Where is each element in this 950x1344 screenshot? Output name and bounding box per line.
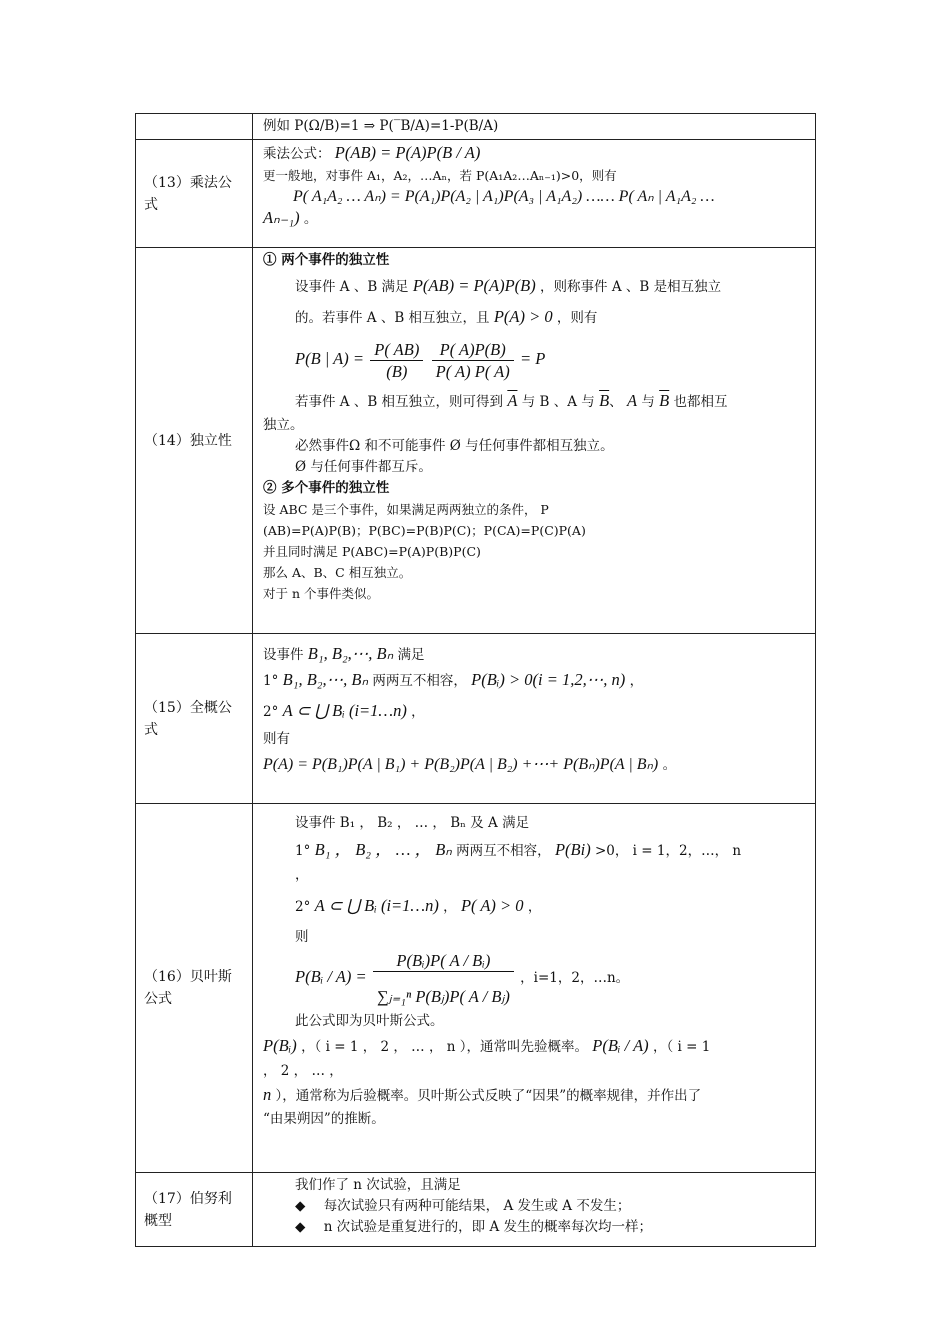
bayes-frac-tail: ，i=1，2，…n。 [520, 970, 630, 986]
row-16 [136, 804, 816, 1173]
bayes-l8b: ），通常称为后验概率。贝叶斯公式反映了“因果”的概率规律，并作出了 [275, 1088, 702, 1104]
row-13-content [253, 140, 816, 248]
bayes-l2b: 两两互不相容， [456, 843, 551, 859]
row-15-label: （15）全概公式 [136, 634, 253, 804]
indep-frac-2 [432, 339, 514, 382]
indep-l1b: ，则称事件 A 、B 是相互独立 [540, 279, 722, 295]
total-l4: 则有 [263, 731, 290, 747]
indep-l8: 并且同时满足 P(ABC)=P(A)P(B)P(C) [263, 544, 481, 559]
indep-l3b: 与 B 、A 与 [521, 394, 595, 410]
indep-l6: 设 ABC 是三个事件，如果满足两两独立的条件， P [263, 502, 549, 517]
indep-frac-1 [370, 339, 423, 382]
indep-l2b: ，则有 [556, 310, 598, 326]
formula-table [135, 113, 816, 1247]
mult-chain-end: Aₙ₋₁) [263, 208, 300, 227]
indep-l3c: 、 [609, 394, 623, 410]
bayes-frac-den: ∑ⱼ₌₁ⁿ P(Bⱼ)P( A / Bⱼ) [376, 987, 510, 1006]
row-15 [136, 634, 816, 804]
total-l2-cond: P(Bᵢ) > 0(i = 1,2,⋯, n) [471, 670, 626, 689]
row-16-label: （16）贝叶斯公式 [136, 804, 253, 1173]
total-formula: P(A) = P(B₁)P(A | B₁) + P(B₂)P(A | B₂) +⋯+ P(Bₙ)P(A | Bₙ) [263, 756, 659, 773]
indep-frac-2-den: P( A) P( A) [435, 362, 510, 381]
bernoulli-b2: n 次试验是重复进行的，即 A 发生的概率每次均一样； [323, 1219, 653, 1235]
indep-l10: 对于 n 个事件类似。 [263, 586, 379, 601]
bayes-l6b: ，（ i = 1 ， 2 ， … ， n ），通常叫先验概率。 [301, 1039, 588, 1055]
bayes-l2d: >0， i = 1，2，…， n [594, 843, 742, 859]
total-l1b: 满足 [397, 647, 425, 663]
total-l1a: 设事件 [263, 647, 304, 663]
total-l2a: 1° [263, 673, 279, 689]
bullet-icon: ◆ [295, 1219, 306, 1235]
bayes-prior: P(Bᵢ) [263, 1036, 297, 1055]
row-12-label [136, 114, 253, 140]
bayes-frac-lhs: P(Bᵢ / A) = [295, 967, 367, 986]
row-16-content [253, 804, 816, 1173]
indep-l3d: 与 [641, 394, 655, 410]
indep-l3a: 若事件 A 、B 相互独立，则可得到 [295, 394, 504, 410]
bayes-l8a: n [263, 1085, 272, 1104]
indep-frac-lhs: P(B | A) = [295, 349, 364, 368]
row-15-content [253, 634, 816, 804]
bayes-l3a: 2° [295, 899, 311, 915]
indep-l1-formula: P(AB) = P(A)P(B) [412, 276, 536, 295]
bayes-l2a: 1° [295, 843, 311, 859]
indep-heading-2: ② 多个事件的独立性 [263, 480, 390, 496]
bayes-l3b: ， [443, 899, 457, 915]
indep-l1a: 设事件 A 、B 满足 [295, 279, 409, 295]
mult-end-mark: 。 [303, 211, 318, 227]
bernoulli-b1: 每次试验只有两种可能结果， A 发生或 A 不发生； [323, 1198, 631, 1214]
indep-frac-2-num: P( A)P(B) [432, 339, 514, 361]
indep-l4: 必然事件Ω 和不可能事件 Ø 与任何事件都相互独立。 [295, 438, 614, 454]
bullet-icon: ◆ [295, 1198, 306, 1214]
indep-frac-1-den: (B) [386, 362, 408, 381]
row-14 [136, 248, 816, 634]
bayes-l6d: ，（ i = 1 [652, 1039, 711, 1055]
row-12-content [253, 114, 816, 140]
total-l3b: ， [411, 704, 425, 720]
indep-l3e: 也都相互 [673, 394, 728, 410]
mult-intro: 乘法公式： [263, 146, 331, 162]
indep-heading-1: ① 两个事件的独立性 [263, 252, 390, 268]
indep-l7: (AB)=P(A)P(B)；P(BC)=P(B)P(C)；P(CA)=P(C)P(A) [263, 523, 586, 538]
bayes-posterior: P(Bᵢ / A) [592, 1036, 649, 1055]
bayes-l2e: ， [295, 867, 309, 883]
row-12 [136, 114, 816, 140]
total-l2d: ， [629, 673, 644, 689]
bayes-l5: 此公式即为贝叶斯公式。 [295, 1013, 444, 1029]
bayes-l7: ， 2 ， … ， [263, 1063, 343, 1079]
bayes-l3-prob: P( A) > 0 [460, 896, 524, 915]
bayes-l2-formula: B₁ ， B₂ ， … ， Bₙ [314, 840, 452, 859]
bayes-l9: “由果朔因”的推断。 [263, 1111, 385, 1127]
row-17-label: （17）伯努利概型 [136, 1173, 253, 1247]
bayes-l3-formula: A ⊂ ⋃ Bᵢ (i=1…n) [314, 896, 439, 915]
total-l3-formula: A ⊂ ⋃ Bᵢ (i=1…n) [282, 701, 407, 720]
indep-l9: 那么 A、B、C 相互独立。 [263, 565, 412, 580]
indep-l3-A2: A [626, 391, 638, 410]
total-l2-formula: B₁, B₂,⋯, Bₙ [282, 670, 369, 689]
indep-l3-B-bar: $\overline{B}$ [599, 391, 610, 410]
indep-frac-1-num: P( AB) [370, 339, 423, 361]
mult-chain: P( A₁A₂ … Aₙ) = P(A₁)P(A₂ | A₁)P(A₃ | A₁A₂) …… P( Aₙ | A₁A₂ … [293, 188, 715, 205]
bayes-l1: 设事件 B₁ ， B₂ ， … ， Bₙ 及 A 满足 [295, 815, 530, 831]
bayes-frac [373, 950, 514, 1007]
row-13-label: （13）乘法公式 [136, 140, 253, 248]
total-l3a: 2° [263, 704, 279, 720]
indep-l2-formula: P(A) > 0 [493, 307, 553, 326]
indep-l5: Ø 与任何事件都互斥。 [295, 459, 432, 475]
row-12-text: 例如 P(Ω/B)=1 ⇒ P(‾B/A)=1-P(B/A) [263, 118, 499, 134]
row-14-content [253, 248, 816, 634]
row-14-label: （14）独立性 [136, 248, 253, 634]
indep-l2a: 的。若事件 A 、B 相互独立，且 [295, 310, 490, 326]
row-13 [136, 140, 816, 248]
indep-l3-A-bar: $\overline{A}$ [507, 391, 518, 410]
indep-frac-rhs: = P [520, 349, 546, 368]
mult-general: 更一般地，对事件 A₁，A₂，…Aₙ，若 P(A₁A₂…Aₙ₋₁)>0，则有 [263, 168, 617, 183]
bayes-l3d: ， [527, 899, 542, 915]
bernoulli-l1: 我们作了 n 次试验，且满足 [295, 1177, 461, 1193]
bayes-frac-num: P(Bᵢ)P( A / Bᵢ) [373, 950, 514, 972]
row-17-content [253, 1173, 816, 1247]
total-l2b: 两两互不相容， [372, 673, 467, 689]
total-end-mark: 。 [662, 757, 677, 773]
indep-l3-B2-bar: $\overline{B}$ [659, 391, 670, 410]
row-17 [136, 1173, 816, 1247]
indep-l3f: 独立。 [263, 417, 304, 433]
bayes-l2-prob: P(Bi) [554, 840, 591, 859]
bayes-l4: 则 [295, 929, 309, 945]
total-l1-formula: B₁, B₂,⋯, Bₙ [307, 644, 394, 663]
mult-formula: P(AB) = P(A)P(B / A) [334, 143, 481, 162]
